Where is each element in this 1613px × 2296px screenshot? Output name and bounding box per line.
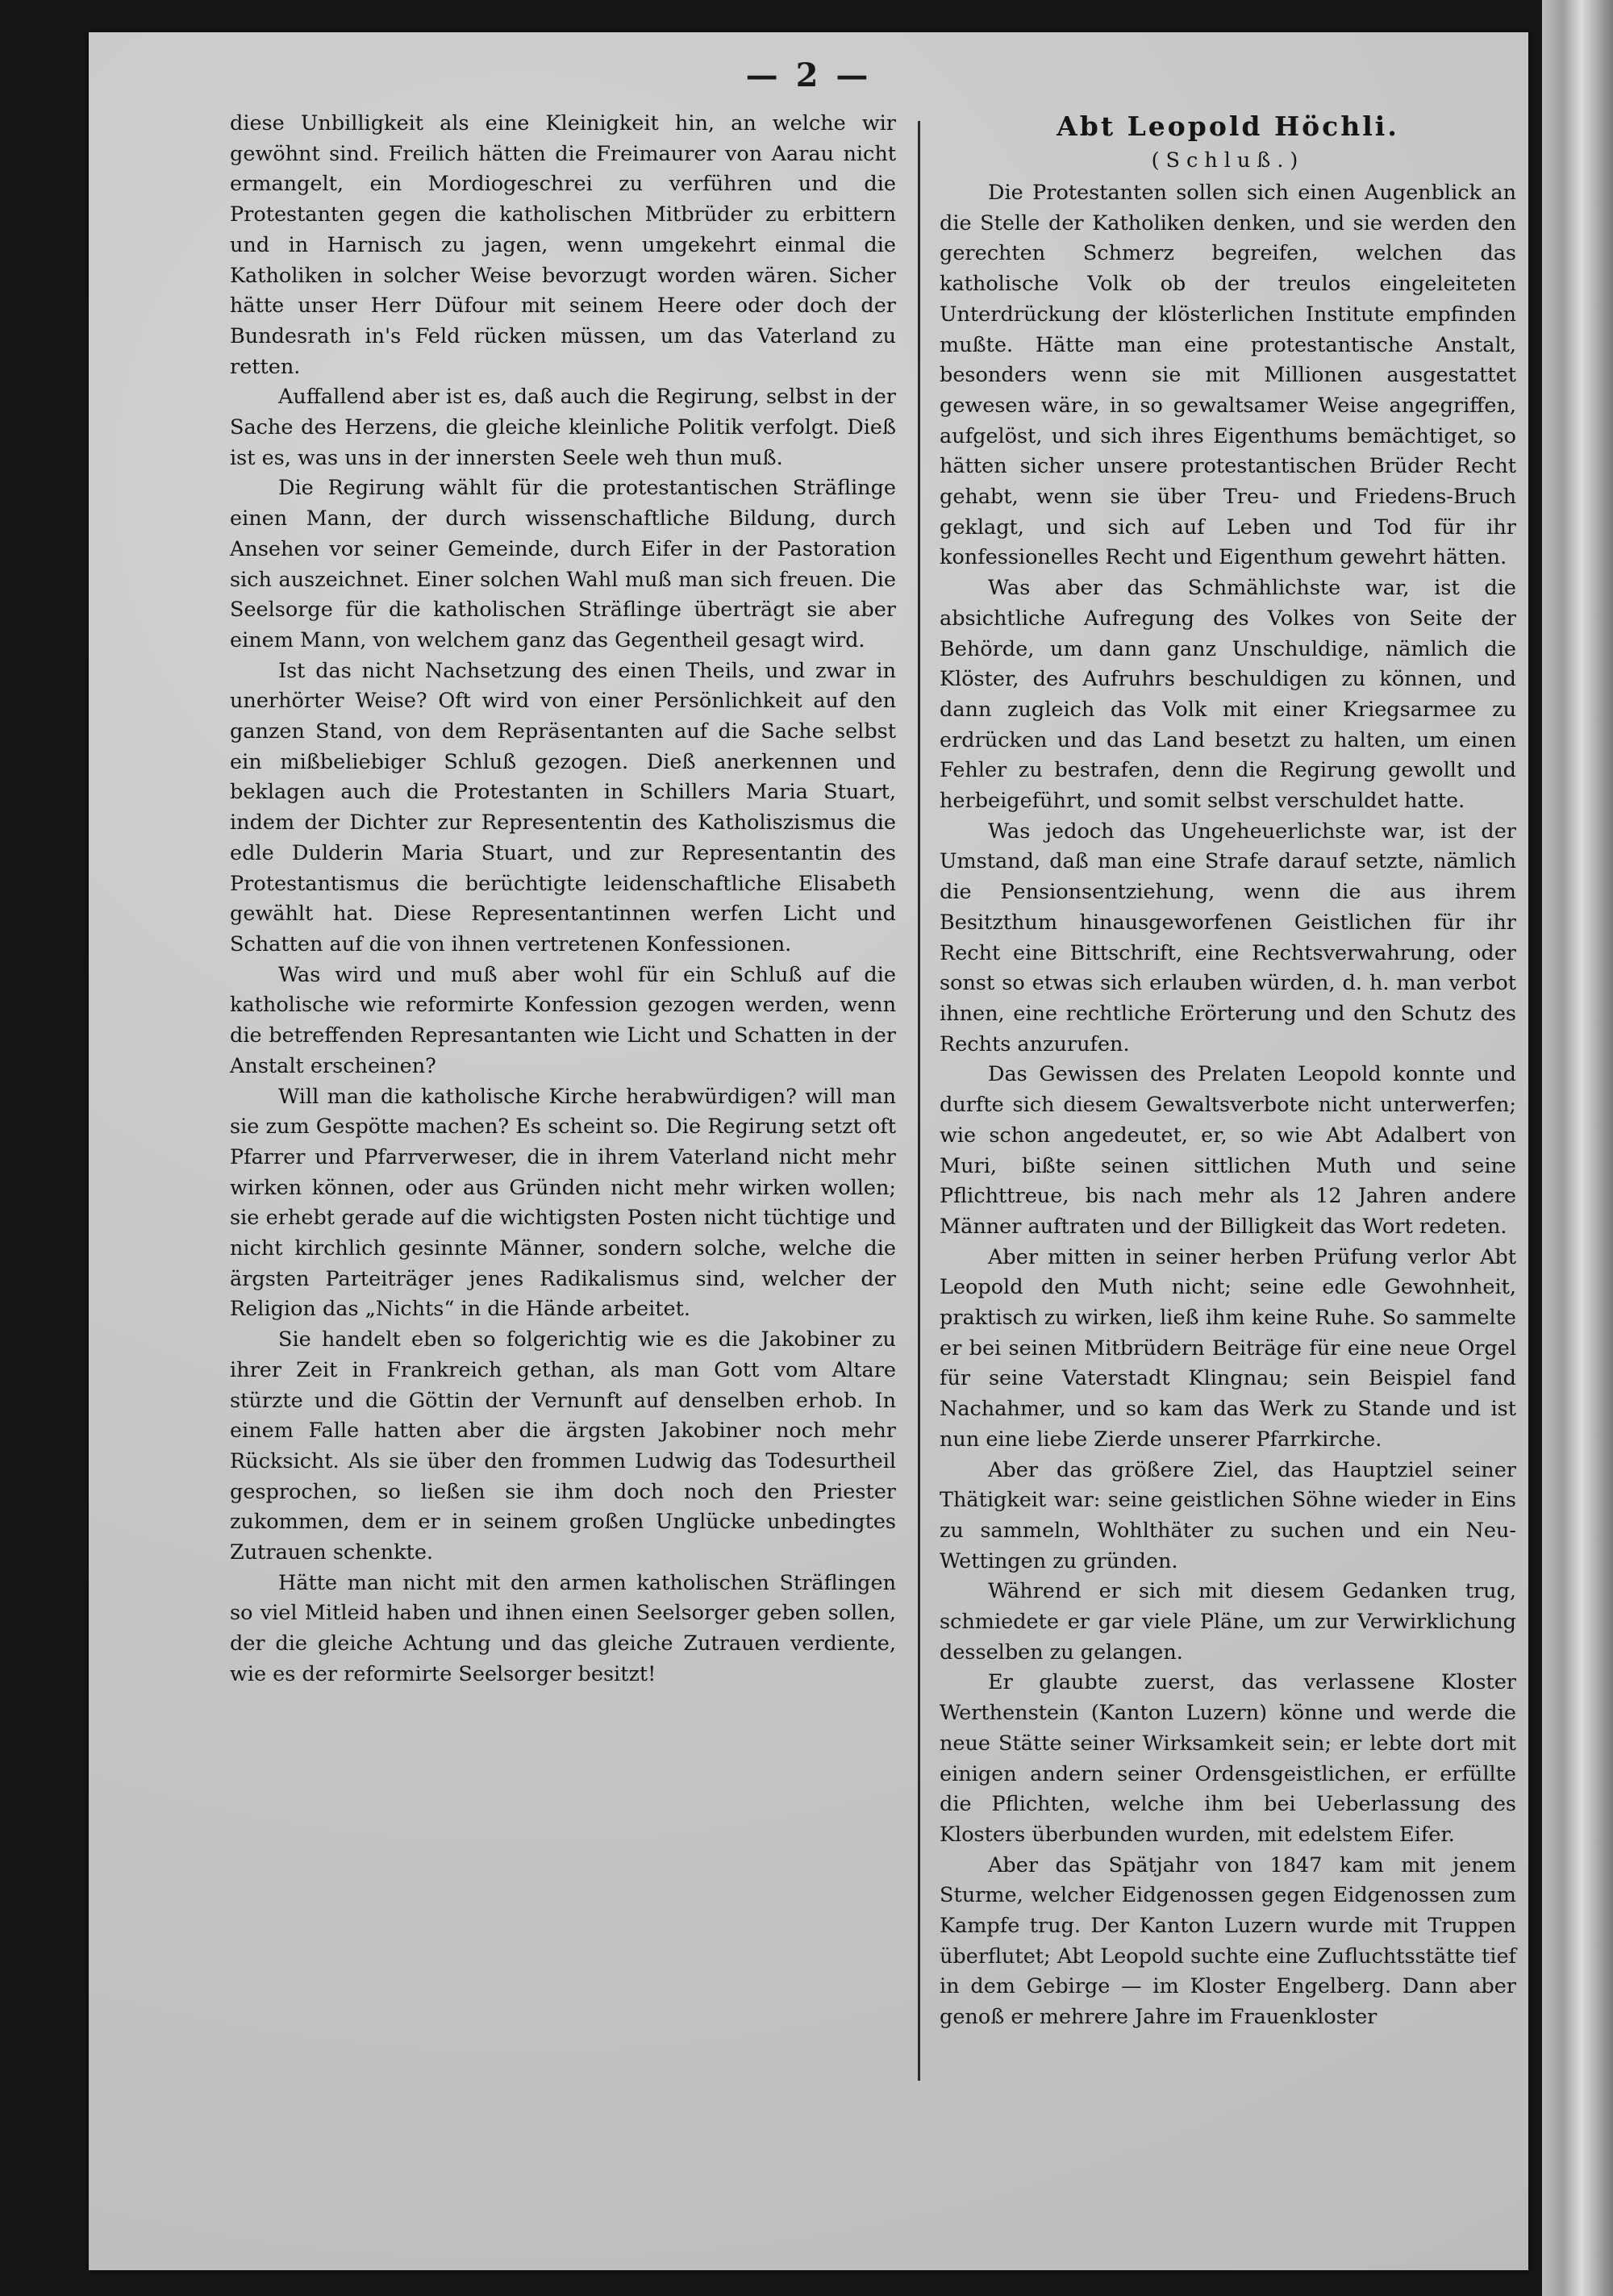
- left-paragraph: Was wird und muß aber wohl für ein Schluß auf die katholische wie reformirte Konfession gezogen werden, wenn die betreffenden Represantanten wie Licht und Schatten in der Anstalt erscheinen?: [230, 962, 896, 1078]
- newspaper-page: [89, 32, 1528, 2270]
- column-divider: [918, 121, 920, 2081]
- article-subtitle: (Schluß.): [1151, 148, 1305, 173]
- right-paragraph: Während er sich mit diesem Gedanken trug, schmiedete er gar viele Pläne, um zur Verwirklichung desselben zu gelangen.: [940, 1579, 1516, 1665]
- left-column: [230, 109, 896, 1690]
- right-paragraph: Was aber das Schmählichste war, ist die absichtliche Aufregung des Volkes von Seite der Behörde, um dann ganz Unschuldige, nämlich die Klöster, des Aufruhrs beschuldigen zu können, und dann zugleich das Volk mit einer Kriegsarmee zu erdrücken und das Land besetzt zu halten, um einen Fehler zu bestrafen, denn die Regirung gewollt und herbeigeführt, und somit selbst verschuldet hatte.: [940, 576, 1516, 814]
- adjacent-page-edge: [1542, 0, 1613, 2296]
- left-paragraph: Auffallend aber ist es, daß auch die Regirung, selbst in der Sache des Herzens, die gleiche kleinliche Politik verfolgt. Dieß ist es, was uns in der innersten Seele weh thun muß.: [230, 385, 896, 470]
- article-title: Abt Leopold Höchli.: [1057, 110, 1399, 142]
- right-paragraph: Aber das größere Ziel, das Hauptziel seiner Thätigkeit war: seine geistlichen Söhne wieder in Eins zu sammeln, Wohlthäter zu suchen und ein Neu-Wettingen zu gründen.: [940, 1457, 1516, 1573]
- left-paragraph: Ist das nicht Nachsetzung des einen Theils, und zwar in unerhörter Weise? Oft wird von einer Persönlichkeit auf den ganzen Stand, von dem Repräsentanten auf die Sache selbst ein mißbeliebiger Schluß gezogen. Dieß anerkennen und beklagen auch die Protestanten in Schillers Maria Stuart, indem der Dichter zur Represententin des Katholiszismus die edle Dulderin Maria Stuart, und zur Representantin des Protestantismus die berüchtigte leidenschaftliche Elisabeth gewählt hat. Diese Representantinnen werfen Licht und Schatten auf die von ihnen vertretenen Konfessionen.: [230, 658, 896, 956]
- left-paragraph: Will man die katholische Kirche herabwürdigen? will man sie zum Gespötte machen? Es scheint so. Die Regirung setzt oft Pfarrer und Pfarrverweser, die in ihrem Vaterland nicht mehr wirken können, oder aus Gründen nicht mehr wirken wollen; sie erhebt gerade auf die wichtigsten Posten nicht tüchtige und nicht kirchlich gesinnte Männer, sondern solche, welche die ärgsten Parteiträger jenes Radikalismus sind, welcher der Religion das „Nichts“ in die Hände arbeitet.: [230, 1084, 896, 1322]
- left-paragraph: Die Regirung wählt für die protestantischen Sträflinge einen Mann, der durch wissenschaftliche Bildung, durch Ansehen vor seiner Gemeinde, durch Eifer in der Pastoration sich auszeichnet. Einer solchen Wahl muß man sich freuen. Die Seelsorge für die katholischen Sträflinge überträgt sie aber einem Mann, von welchem ganz das Gegentheil gesagt wird.: [230, 476, 896, 652]
- right-paragraph: Er glaubte zuerst, das verlassene Kloster Werthenstein (Kanton Luzern) könne und werde die neue Stätte seiner Wirksamkeit sein; er lebte dort mit einigen andern seiner Ordensgeistlichen, er erfüllte die Pflichten, welche ihm bei Ueberlassung des Klosters überbunden wurden, mit edelstem Eifer.: [940, 1670, 1516, 1847]
- right-column: [940, 109, 1516, 2033]
- right-paragraph: Was jedoch das Ungeheuerlichste war, ist der Umstand, daß man eine Strafe darauf setzte, nämlich die Pensionsentziehung, wenn die aus ihrem Besitzthum hinausgeworfenen Geistlichen für ihr Recht eine Bittschrift, eine Rechtsverwahrung, oder sonst so etwas sich erlauben würden, d. h. man verbot ihnen, eine rechtliche Erörterung und den Schutz des Rechts anzurufen.: [940, 819, 1516, 1056]
- left-paragraph: Hätte man nicht mit den armen katholischen Sträflingen so viel Mitleid haben und ihnen einen Seelsorger geben sollen, der die gleiche Achtung und das gleiche Zutrauen verdiente, wie es der reformirte Seelsorger besitzt!: [230, 1570, 896, 1686]
- left-paragraph: diese Unbilligkeit als eine Kleinigkeit hin, an welche wir gewöhnt sind. Freilich hätten die Freimaurer von Aarau nicht ermangelt, ein Mordiogeschrei zu verführen und die Protestanten gegen die katholischen Mitbrüder zu erbittern und in Harnisch zu jagen, wenn umgekehrt einmal die Katholiken in solcher Weise bevorzugt worden wären. Sicher hätte unser Herr Düfour mit seinem Heere oder doch der Bundesrath in's Feld rücken müssen, um das Vaterland zu retten.: [230, 111, 896, 379]
- right-paragraph: Die Protestanten sollen sich einen Augenblick an die Stelle der Katholiken denken, und sie werden den gerechten Schmerz begreifen, welchen das katholische Volk ob der treulos eingeleiteten Unterdrückung der klösterlichen Institute empfinden mußte. Hätte man eine protestantische Anstalt, besonders wenn sie mit Millionen ausgestattet gewesen wäre, in so gewaltsamer Weise angegriffen, aufgelöst, und sich ihres Eigenthums bemächtiget, so hätten sicher unsere protestantischen Brüder Recht gehabt, wenn sie über Treu- und Friedens-Bruch geklagt, und sich auf Leben und Tod für ihr konfessionelles Recht und Eigenthum gewehrt hätten.: [940, 181, 1516, 570]
- right-paragraph: Aber mitten in seiner herben Prüfung verlor Abt Leopold den Muth nicht; seine edle Gewohnheit, praktisch zu wirken, ließ ihm keine Ruhe. So sammelte er bei seinen Mitbrüdern Beiträge für eine neue Orgel für seine Vaterstadt Klingnau; sein Beispiel fand Nachahmer, und so kam das Werk zu Stande und ist nun eine liebe Zierde unserer Pfarrkirche.: [940, 1244, 1516, 1452]
- right-paragraph: Aber das Spätjahr von 1847 kam mit jenem Sturme, welcher Eidgenossen gegen Eidgenossen zum Kampfe trug. Der Kanton Luzern wurde mit Truppen überflutet; Abt Leopold suchte eine Zufluchtsstätte tief in dem Gebirge — im Kloster Engelberg. Dann aber genoß er mehrere Jahre im Frauenkloster: [940, 1852, 1516, 2030]
- left-paragraph: Sie handelt eben so folgerichtig wie es die Jakobiner zu ihrer Zeit in Frankreich gethan, als man Gott vom Altare stürzte und die Göttin der Vernunft auf denselben erhob. In einem Falle hatten aber die ärgsten Jakobiner noch mehr Rücksicht. Als sie über den frommen Ludwig das Todesurtheil gesprochen, so ließen sie ihm doch noch den Priester zukommen, dem er in seinem großen Unglücke unbedingtes Zutrauen schenkte.: [230, 1327, 896, 1565]
- page-number: — 2 —: [745, 56, 872, 94]
- right-paragraph: Das Gewissen des Prelaten Leopold konnte und durfte sich diesem Gewaltsverbote nicht unterwerfen; wie schon angedeutet, er, so wie Abt Adalbert von Muri, bißte seinen sittlichen Muth und seine Pflichttreue, bis nach mehr als 12 Jahren andere Männer auftraten und der Billigkeit das Wort redeten.: [940, 1062, 1516, 1239]
